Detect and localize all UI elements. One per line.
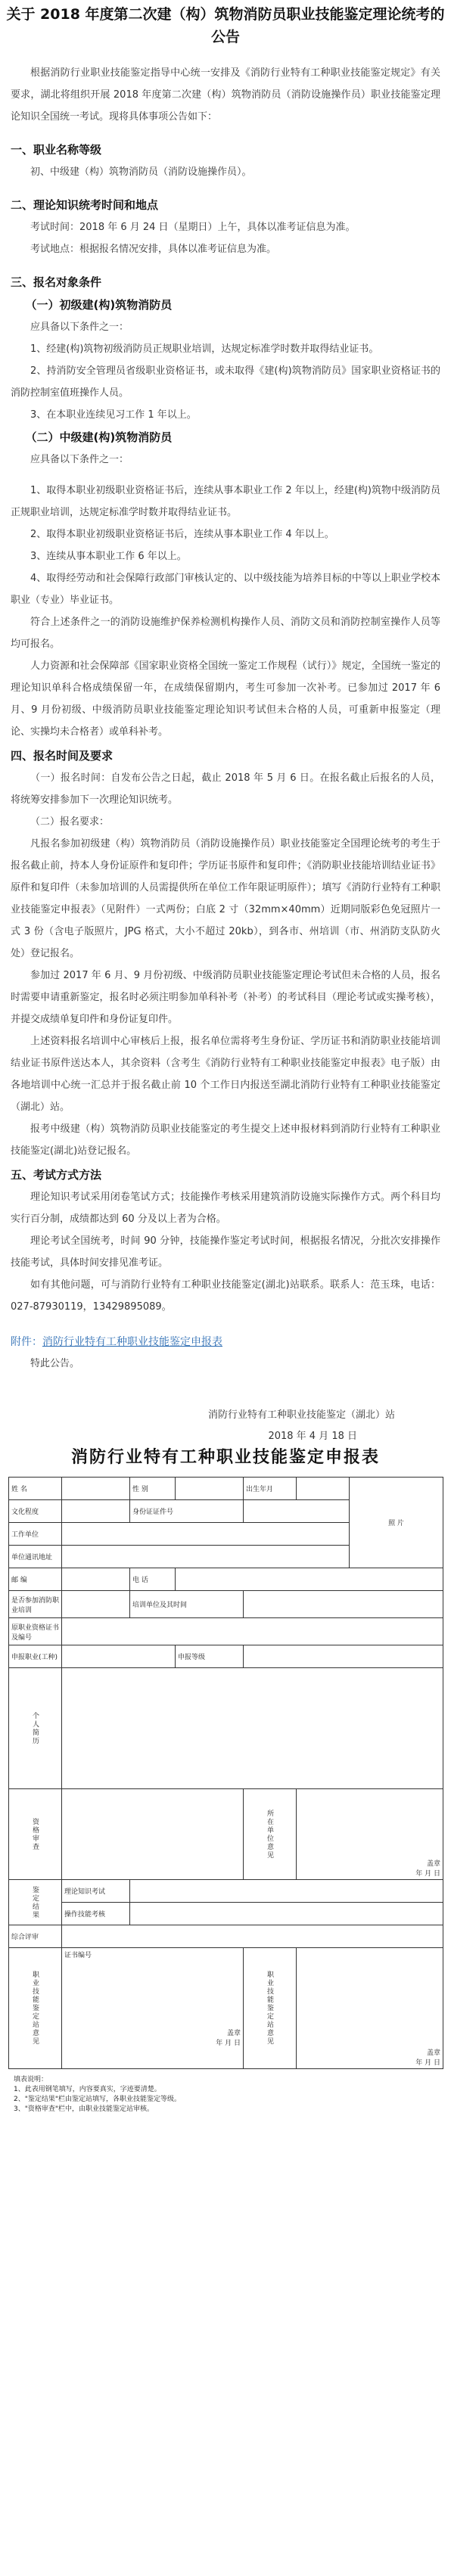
- exam-place: 考试地点：根据报名情况安排，具体以准考证信息为准。: [30, 244, 277, 255]
- form-label: 申报职业(工种): [9, 1645, 62, 1668]
- intro-paragraph: 根据消防行业职业技能鉴定指导中心统一安排及《消防行业特有工种职业技能鉴定规定》有关要求，湖北将组织开展 2018 年度第二次建（构）筑物消防员（消防设施操作员）职业技能鉴定理论知识全国统一考试。现将具体事项公告如下：: [11, 67, 440, 123]
- form-label: 工作单位: [9, 1523, 62, 1546]
- form-label: 单位通讯地址: [9, 1546, 62, 1568]
- form-notes: [14, 2075, 437, 2115]
- form-label: 身份证证件号: [130, 1500, 244, 1523]
- page-title: 关于 2018 年度第二次建（构）筑物消防员职业技能鉴定理论统考的公告: [6, 6, 445, 45]
- form-label: 综合评审: [9, 1925, 62, 1948]
- signup-requirements: 凡报名参加初级建（构）筑物消防员（消防设施操作员）职业技能鉴定全国理论统考的考生于报名截止前，持本人身份证原件和复印件；学历证书原件和复印件；《消防职业技能培训结业证书》原件和复印件（未参加培训的人员需提供所在单位工作年限证明原件）；填写《消防行业特有工种职业技能鉴定申报表》（见附件）一式两份；白底 2 寸（32mm×40mm）近期同版彩色免冠照片一式 3 份（含电子版照片，JPG 格式，大小不超过 20kb），到各市、州培训（市、州消防支队防火处）登记报名。: [11, 838, 440, 959]
- condition-lead: 应具备以下条件之一：: [30, 454, 129, 465]
- contact-info: 如有其他问题，可与消防行业特有工种职业技能鉴定(湖北)站联系。联系人：范玉珠，电话：027-87930119，13429895089。: [11, 1279, 440, 1313]
- form-label: 鉴定结果: [9, 1880, 62, 1925]
- form-label: 电 话: [130, 1568, 176, 1591]
- date-label: 年 月 日: [415, 1870, 440, 1878]
- form-label: 邮 编: [9, 1568, 62, 1591]
- attachment-line: [11, 1332, 440, 1353]
- retake-note: 人力资源和社会保障部《国家职业资格全国统一鉴定工作规程（试行）》规定，全国统一鉴定的理论知识单科合格成绩保留一年，在成绩保留期内，考生可参加一次补考。已参加过 2017 年 6 月、9 月份初级、中级消防员职业技能鉴定理论知识考试但未合格的人员，可重新申报鉴定（理论、实操均未合格者）或单科补考。: [11, 660, 440, 738]
- exam-time: 考试时间：2018 年 6 月 24 日（星期日）上午，具体以准考证信息为准。: [30, 222, 356, 233]
- section-text: 初、中级建（构）筑物消防员（消防设施操作员）。: [30, 166, 252, 178]
- condition-item: 2、取得本职业初级职业资格证书后，连续从事本职业工作 4 年以上。: [30, 529, 334, 540]
- application-form-table: [8, 1477, 443, 2069]
- condition-lead: 应具备以下条件之一：: [30, 322, 129, 333]
- retake-requirements: 参加过 2017 年 6 月、9 月份初级、中级消防员职业技能鉴定理论考试但未合格的人员，报名时需要申请重新鉴定，报名时必须注明参加单科补考（补考）的考试科目（理论考试或实操考核），并提交成绩单复印件和身份证复印件。: [11, 970, 440, 1025]
- section-heading-1: 一、职业名称等级: [11, 143, 102, 157]
- form-label: 职业技能鉴定站意见: [244, 1948, 297, 2069]
- form-label: 操作技能考核: [62, 1903, 130, 1925]
- signup-time: （一）报名时间：自发布公告之日起，截止 2018 年 5 月 6 日。在报名截止后报名的人员，将统筹安排参加下一次理论知识统考。: [11, 772, 440, 806]
- form-note: 2、"鉴定结果"栏由鉴定站填写，各职业技能鉴定等级。: [14, 2096, 182, 2103]
- form-label: 理论知识考试: [62, 1880, 130, 1903]
- form-label: 姓 名: [9, 1478, 62, 1500]
- photo-cell: [350, 1478, 443, 1568]
- form-label: 出生年月: [244, 1478, 297, 1500]
- exam-method: 理论知识考试采用闭卷笔试方式；技能操作考核采用建筑消防设施实际操作方式。两个科目均实行百分制，成绩都达到 60 分及以上者为合格。: [11, 1192, 440, 1225]
- form-label: 职业技能鉴定站意见: [9, 1948, 62, 2069]
- section-heading-3: 三、报名对象条件: [11, 275, 102, 289]
- section-heading-4: 四、报名时间及要求: [11, 749, 114, 763]
- exam-schedule: 理论考试全国统考，时间 90 分钟，技能操作鉴定考试时间，根据报名情况，分批次安排操作技能考试，具体时间安排见准考证。: [11, 1235, 440, 1269]
- condition-item: 1、经建(构)筑物初级消防员正规职业培训，达规定标准学时数并取得结业证书。: [30, 343, 379, 355]
- article-body: [0, 48, 451, 1447]
- application-form-image: [0, 1445, 451, 2565]
- form-note: 填表说明：: [14, 2076, 48, 2083]
- attachment-prefix: 附件：: [11, 1336, 42, 1348]
- date-label: 年 月 日: [415, 2059, 440, 2067]
- seal-label: 盖章: [426, 1860, 440, 1868]
- form-label: 原职业资格证书及编号: [9, 1618, 62, 1645]
- eligibility-note: 符合上述条件之一的消防设施维护保养检测机构操作人员、消防文员和消防控制室操作人员等均可报名。: [11, 617, 440, 650]
- form-label: 照 片: [388, 1520, 404, 1527]
- form-label: 培训单位及其时间: [130, 1591, 244, 1618]
- condition-item: 3、在本职业连续见习工作 1 年以上。: [30, 409, 197, 421]
- form-title: 消防行业特有工种职业技能鉴定申报表: [70, 1448, 380, 1467]
- form-label: 性 别: [130, 1478, 176, 1500]
- attachment-link[interactable]: 消防行业特有工种职业技能鉴定申报表: [42, 1336, 222, 1348]
- intermediate-submission: 报考中级建（构）筑物消防员职业技能鉴定的考生提交上述申报材料到消防行业特有工种职业技能鉴定(湖北)站登记报名。: [11, 1123, 440, 1157]
- form-label: 申报等级: [176, 1645, 244, 1668]
- form-label: 个人简历: [9, 1668, 62, 1789]
- section-heading-2: 二、理论知识统考时间和地点: [11, 198, 159, 212]
- subheading-primary: （一）初级建(构)筑物消防员: [25, 298, 173, 312]
- form-label: 所在单位意见: [244, 1789, 297, 1880]
- form-note: 1、此表用钢笔填写，内容要真实，字迹要清楚。: [14, 2086, 161, 2093]
- signature-org: 消防行业特有工种职业技能鉴定（湖北）站: [207, 1409, 395, 1421]
- date-label: 年 月 日: [216, 2040, 241, 2047]
- condition-item: 2、持消防安全管理员省级职业资格证书，或未取得《建(构)筑物消防员》国家职业资格证书的消防控制室值班操作人员。: [11, 365, 440, 399]
- signature-date: 2018 年 4 月 18 日: [268, 1431, 357, 1442]
- closing-text: 特此公告。: [30, 1358, 80, 1369]
- subheading-intermediate: （二）中级建(构)筑物消防员: [25, 430, 173, 444]
- materials-submission: 上述资料报名培训中心审核后上报，报名单位需将考生身份证、学历证书和消防职业技能培训结业证书原件送达本人，其余资料（含考生《消防行业特有工种职业技能鉴定申报表》电子版）由各地培训中心统一汇总并于报名截止前 10 个工作日内报送至湖北消防行业特有工种职业技能鉴定（湖北）站。: [11, 1036, 440, 1113]
- form-note: 3、"资格审查"栏中，由职业技能鉴定站审核。: [14, 2105, 154, 2113]
- condition-item: 1、取得本职业初级职业资格证书后，连续从事本职业工作 2 年以上，经建(构)筑物中级消防员正规职业培训，达规定标准学时数并取得结业证书。: [11, 485, 440, 518]
- seal-label: 盖章: [226, 2030, 241, 2037]
- condition-item: 4、取得经劳动和社会保障行政部门审核认定的、以中级技能为培养目标的中等以上职业学校本职业（专业）毕业证书。: [11, 573, 440, 606]
- form-label: 是否参加消防职业培训: [9, 1591, 62, 1618]
- section-heading-5: 五、考试方式方法: [11, 1168, 102, 1182]
- seal-label: 盖章: [426, 2049, 440, 2057]
- condition-item: 3、连续从事本职业工作 6 年以上。: [30, 551, 187, 562]
- form-label: 资格审查: [9, 1789, 62, 1880]
- signup-requirements-label: （二）报名要求：: [30, 816, 110, 828]
- form-label: 证书编号: [64, 1952, 92, 1959]
- form-label: 文化程度: [9, 1500, 62, 1523]
